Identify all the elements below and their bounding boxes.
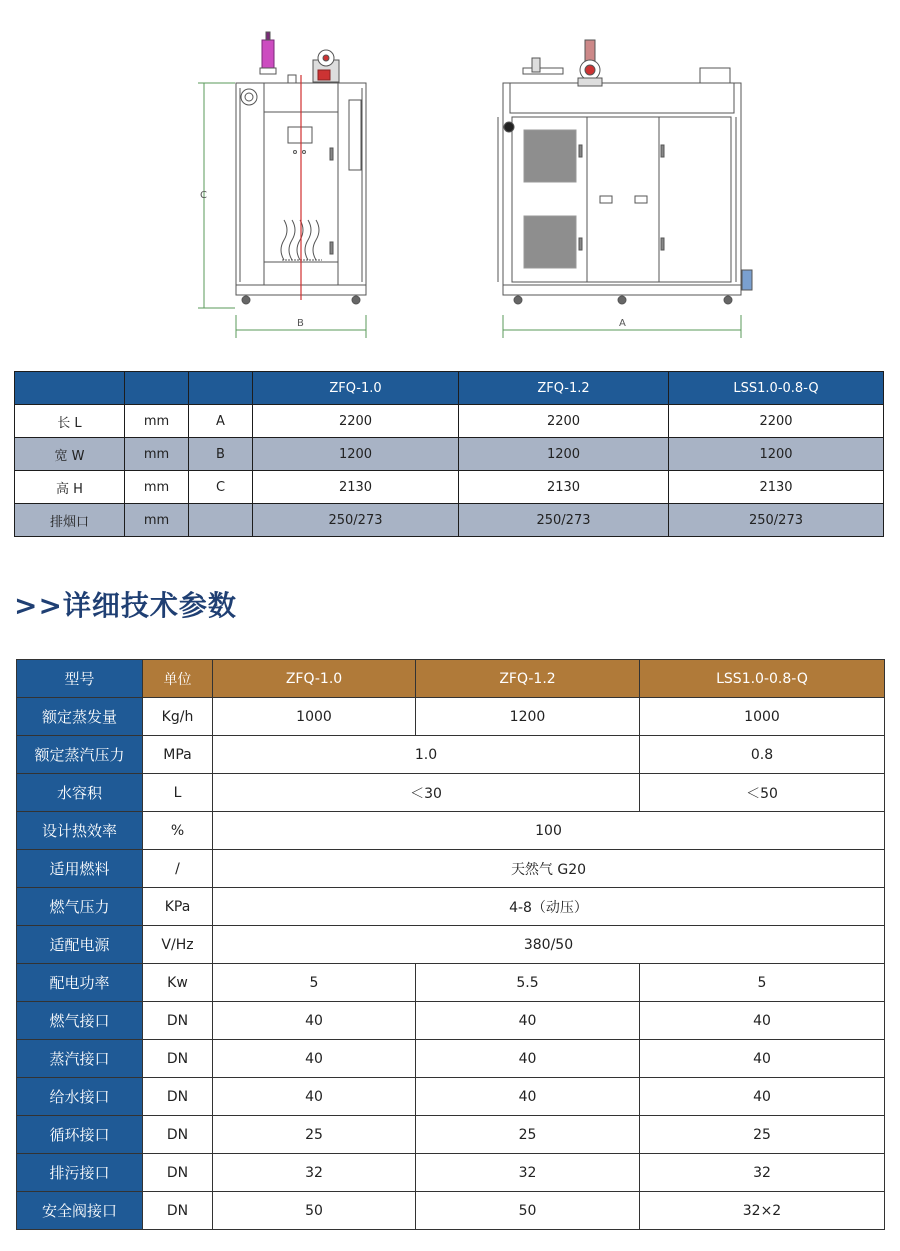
header-empty-cell <box>15 372 125 405</box>
header-unit: 单位 <box>143 660 213 698</box>
param-value: 40 <box>640 1002 885 1040</box>
table-row <box>17 1078 885 1116</box>
param-value: 40 <box>640 1078 885 1116</box>
param-value: 天然气 G20 <box>213 850 885 888</box>
model-header: ZFQ-1.0 <box>253 372 459 405</box>
model-header: LSS1.0-0.8-Q <box>669 372 884 405</box>
row-value: 2130 <box>253 471 459 504</box>
param-unit: DN <box>143 1002 213 1040</box>
param-unit: DN <box>143 1116 213 1154</box>
row-code: A <box>189 405 253 438</box>
param-value: 40 <box>416 1002 640 1040</box>
param-name: 燃气接口 <box>17 1002 143 1040</box>
param-unit: L <box>143 774 213 812</box>
param-value: 40 <box>640 1040 885 1078</box>
param-unit: Kw <box>143 964 213 1002</box>
param-unit: Kg/h <box>143 698 213 736</box>
param-value: 100 <box>213 812 885 850</box>
dim-label-c: C <box>200 190 207 201</box>
param-unit: DN <box>143 1078 213 1116</box>
row-value: 250/273 <box>253 504 459 537</box>
param-value: 5 <box>640 964 885 1002</box>
table-row <box>15 504 884 537</box>
dimension-table <box>14 371 884 537</box>
table-row <box>17 698 885 736</box>
spec-table <box>16 659 885 1230</box>
param-value: ＜50 <box>640 774 885 812</box>
row-value: 2200 <box>459 405 669 438</box>
row-code <box>189 504 253 537</box>
table-row <box>17 736 885 774</box>
dim-label-b: B <box>297 318 304 329</box>
param-value: 40 <box>213 1078 416 1116</box>
header-empty-cell <box>125 372 189 405</box>
param-name: 燃气压力 <box>17 888 143 926</box>
side-view <box>198 32 366 338</box>
table-row <box>17 964 885 1002</box>
model-header: ZFQ-1.0 <box>213 660 416 698</box>
param-name: 额定蒸发量 <box>17 698 143 736</box>
row-unit: mm <box>125 504 189 537</box>
row-name: 长 L <box>15 405 125 438</box>
spec-table-header <box>17 660 885 698</box>
table-row <box>17 926 885 964</box>
boiler-drawing-svg <box>180 20 780 350</box>
param-value: 32 <box>213 1154 416 1192</box>
row-value: 1200 <box>669 438 884 471</box>
param-unit: / <box>143 850 213 888</box>
param-name: 额定蒸汽压力 <box>17 736 143 774</box>
param-name: 配电功率 <box>17 964 143 1002</box>
front-view <box>498 40 752 338</box>
table-row <box>17 888 885 926</box>
param-value: 32×2 <box>640 1192 885 1230</box>
param-value: 5 <box>213 964 416 1002</box>
row-code: C <box>189 471 253 504</box>
row-value: 2130 <box>459 471 669 504</box>
row-value: 2200 <box>669 405 884 438</box>
row-name: 高 H <box>15 471 125 504</box>
param-name: 设计热效率 <box>17 812 143 850</box>
param-value: 1000 <box>640 698 885 736</box>
row-unit: mm <box>125 471 189 504</box>
table-row <box>17 1116 885 1154</box>
row-name: 排烟口 <box>15 504 125 537</box>
param-value: ＜30 <box>213 774 640 812</box>
param-unit: MPa <box>143 736 213 774</box>
param-value: 1.0 <box>213 736 640 774</box>
model-header: LSS1.0-0.8-Q <box>640 660 885 698</box>
table-row <box>17 1002 885 1040</box>
row-name: 宽 W <box>15 438 125 471</box>
param-value: 40 <box>213 1002 416 1040</box>
param-unit: % <box>143 812 213 850</box>
param-value: 40 <box>213 1040 416 1078</box>
param-unit: DN <box>143 1154 213 1192</box>
row-value: 250/273 <box>459 504 669 537</box>
table-row <box>17 812 885 850</box>
param-value: 25 <box>416 1116 640 1154</box>
table-row <box>15 405 884 438</box>
section-title: >>详细技术参数 <box>14 589 237 622</box>
param-name: 水容积 <box>17 774 143 812</box>
param-name: 适用燃料 <box>17 850 143 888</box>
row-unit: mm <box>125 438 189 471</box>
param-value: 380/50 <box>213 926 885 964</box>
param-unit: DN <box>143 1192 213 1230</box>
param-unit: V/Hz <box>143 926 213 964</box>
table-row <box>17 774 885 812</box>
row-unit: mm <box>125 405 189 438</box>
table-row <box>15 471 884 504</box>
param-value: 1000 <box>213 698 416 736</box>
dim-label-a: A <box>619 318 626 329</box>
row-value: 2200 <box>253 405 459 438</box>
table-row <box>15 438 884 471</box>
param-value: 1200 <box>416 698 640 736</box>
param-value: 25 <box>640 1116 885 1154</box>
param-value: 40 <box>416 1040 640 1078</box>
dimension-table-header <box>15 372 884 405</box>
table-row <box>17 850 885 888</box>
param-value: 25 <box>213 1116 416 1154</box>
header-empty-cell <box>189 372 253 405</box>
param-name: 给水接口 <box>17 1078 143 1116</box>
param-name: 适配电源 <box>17 926 143 964</box>
param-unit: KPa <box>143 888 213 926</box>
table-row <box>17 1040 885 1078</box>
model-header: ZFQ-1.2 <box>416 660 640 698</box>
header-model: 型号 <box>17 660 143 698</box>
row-code: B <box>189 438 253 471</box>
param-value: 50 <box>416 1192 640 1230</box>
param-value: 50 <box>213 1192 416 1230</box>
row-value: 250/273 <box>669 504 884 537</box>
param-value: 32 <box>640 1154 885 1192</box>
model-header: ZFQ-1.2 <box>459 372 669 405</box>
param-value: 4-8（动压） <box>213 888 885 926</box>
table-row <box>17 1192 885 1230</box>
param-unit: DN <box>143 1040 213 1078</box>
boiler-drawing <box>180 20 780 350</box>
param-name: 排污接口 <box>17 1154 143 1192</box>
param-value: 0.8 <box>640 736 885 774</box>
param-name: 安全阀接口 <box>17 1192 143 1230</box>
row-value: 1200 <box>459 438 669 471</box>
row-value: 2130 <box>669 471 884 504</box>
table-row <box>17 1154 885 1192</box>
param-name: 循环接口 <box>17 1116 143 1154</box>
param-name: 蒸汽接口 <box>17 1040 143 1078</box>
param-value: 5.5 <box>416 964 640 1002</box>
param-value: 32 <box>416 1154 640 1192</box>
param-value: 40 <box>416 1078 640 1116</box>
row-value: 1200 <box>253 438 459 471</box>
